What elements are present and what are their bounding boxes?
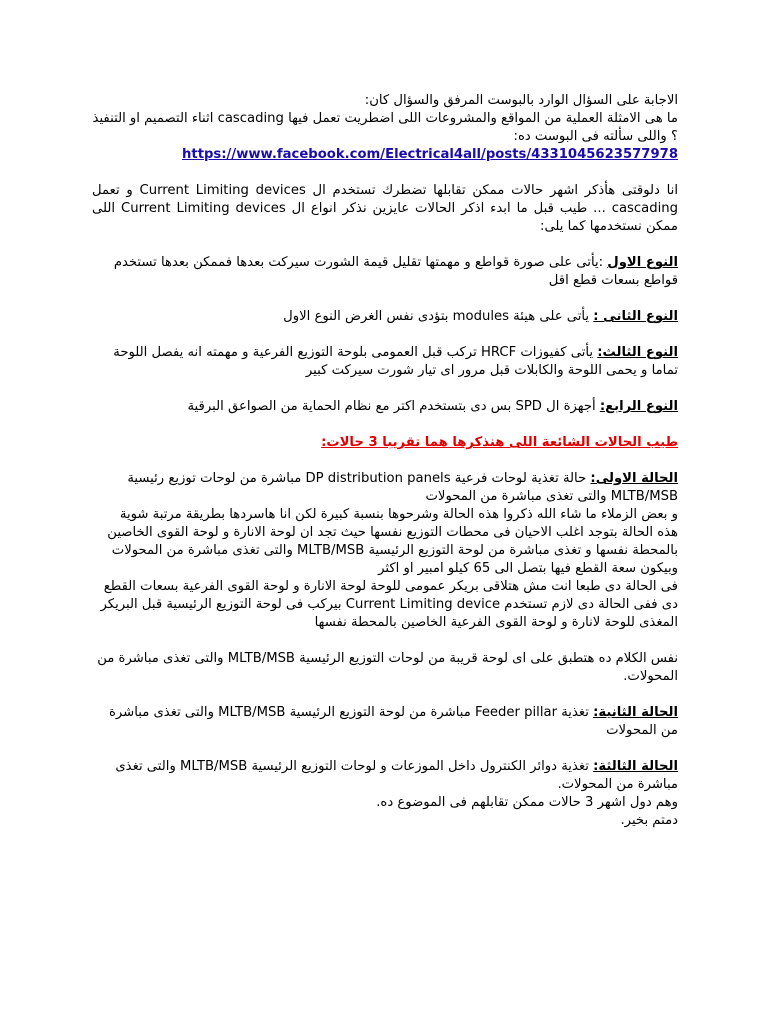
type-4-text: أجهزة ال SPD بس دى بتستخدم اكتر مع نظام الحماية من الصواعق البرقية <box>187 399 600 414</box>
type-4-label: النوع الرابع: <box>599 399 678 414</box>
case-1-text: حالة تغذية لوحات فرعية DP distribution panels مباشرة من لوحات توزيع رئيسية MLTB/MSB والتى تغذى مباشرة من المحولات <box>127 471 678 504</box>
case-1-line-2: هذه الحالة بتوجد اغلب الاحيان فى محطات التوزيع نفسها حيث تجد ان لوحة الانارة و لوحة القوى الخاصين بالمحطة نفسها و تغذى مباشرة من لوحة التوزيع الرئيسية MLTB/MSB والتى تغذى مباشرة من المحولات وبيكون سعة القطع فيها بتصل الى 65 كيلو امبير او اكثر <box>107 525 678 576</box>
type-1 <box>92 254 678 290</box>
intro-line-2: ما هى الامثلة العملية من المواقع والمشروعات اللى اضطريت تعمل فيها cascading اثناء التصميم او التنفيذ ؟ واللى سألته فى البوست ده: <box>92 111 678 144</box>
case-2-text: تغذية Feeder pillar مباشرة من لوحة التوزيع الرئيسية MLTB/MSB والتى تغذى مباشرة من المحولات <box>108 705 678 738</box>
case-1-label: الحالة الاولى: <box>590 471 678 486</box>
intro-line-1: الاجابة على السؤال الوارد بالبوست المرفق والسؤال كان: <box>364 93 678 108</box>
case-1-line-1: و بعض الزملاء ما شاء الله ذكروا هذه الحالة وشرحوها بنسبة كبيرة لكن انا هاسردها بطريقة مرتبة شوية <box>119 507 678 522</box>
paragraph-nearby-panels: نفس الكلام ده هتطبق على اى لوحة قريبة من لوحات التوزيع الرئيسية MLTB/MSB والتى تغذى مباشرة من المحولات. <box>97 651 678 684</box>
type-4 <box>92 398 678 416</box>
closing-line-2: دمتم بخير. <box>620 813 678 828</box>
type-1-text: :يأتى على صورة قواطع و مهمتها تقليل قيمة الشورت سيركت بعدها فممكن بعدها تستخدم قواطع بسعات قطع اقل <box>113 255 678 288</box>
type-2-text: يأتى على هيئة modules بتؤدى نفس الغرض النوع الاول <box>283 309 594 324</box>
case-3-text: تغذية دوائر الكنترول داخل الموزعات و لوحات التوزيع الرئيسية MLTB/MSB والتى تغذى مباشرة من المحولات. <box>115 759 678 792</box>
type-3-text: يأتى كفيوزات HRCF تركب قبل العمومى بلوحة التوزيع الفرعية و مهمته انه يفصل اللوحة تماما و يحمى اللوحة والكابلات قبل مرور اى تيار شورت سيركت كبير <box>113 345 678 378</box>
type-2-label: النوع الثانى : <box>593 309 678 324</box>
cases-heading: طيب الحالات الشائعة اللى هنذكرها هما تقريبا 3 حالات: <box>321 435 678 450</box>
type-2 <box>92 308 678 326</box>
type-3 <box>92 344 678 380</box>
type-3-label: النوع الثالث: <box>597 345 678 360</box>
case-3 <box>92 758 678 794</box>
type-1-label: النوع الاول <box>607 255 678 270</box>
case-1 <box>92 470 678 506</box>
case-2-label: الحالة الثانية: <box>593 705 678 720</box>
document-body <box>92 92 678 830</box>
paragraph-current-limiting: انا دلوقتى هأذكر اشهر حالات ممكن تقابلها تضطرك تستخدم ال Current Limiting devices و تعمل cascading ... طيب قبل ما ابدء اذكر الحالات عايزين نذكر انواع ال Current Limiting devices اللى ممكن نستخدمها كما يلى: <box>92 183 679 234</box>
case-2 <box>92 704 678 740</box>
case-3-label: الحالة الثالثة: <box>593 759 678 774</box>
case-1-line-3: فى الحالة دى طبعا انت مش هتلاقى بريكر عمومى للوحة لوحة الانارة و لوحة القوى الفرعية بسعات القطع دى ففى الحالة دى لازم تستخدم Current Limiting device بيركب فى لوحة التوزيع الرئيسية قبل البريكر المغذى للوحة لانارة و لوحة القوى الفرعية الخاصين بالمحطة نفسها <box>100 579 678 630</box>
facebook-post-link[interactable]: https://www.facebook.com/Electrical4all/posts/4331045623577978 <box>182 147 678 162</box>
closing-line-1: وهم دول اشهر 3 حالات ممكن تقابلهم فى الموضوع ده. <box>376 795 678 810</box>
